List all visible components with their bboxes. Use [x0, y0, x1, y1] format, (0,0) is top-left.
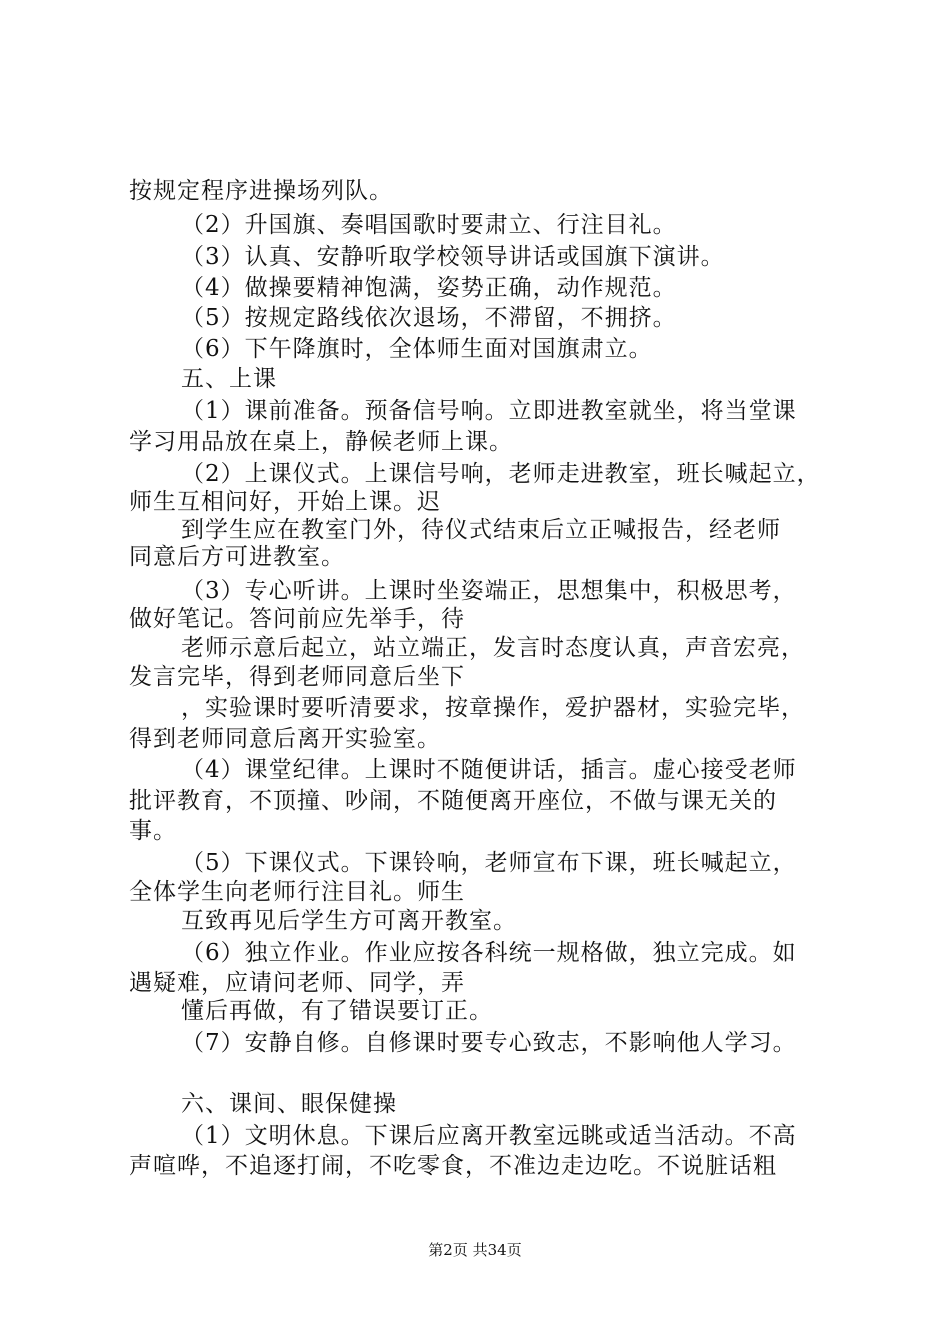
text-line: 事。	[129, 818, 177, 844]
text-line: 懂后再做，有了错误要订正。	[181, 998, 493, 1024]
text-line: 师生互相问好，开始上课。迟	[129, 489, 441, 515]
text-line: （6）独立作业。作业应按各科统一规格做，独立完成。如	[181, 940, 797, 966]
text-line: 遇疑难，应请问老师、同学，弄	[129, 970, 465, 996]
text-line: （2）升国旗、奏唱国歌时要肃立、行注目礼。	[181, 212, 677, 238]
text-line: 互致再见后学生方可离开教室。	[181, 908, 517, 934]
text-line: 按规定程序进操场列队。	[129, 178, 393, 204]
text-line: 发言完毕，得到老师同意后坐下	[129, 664, 465, 690]
text-line: （3）专心听讲。上课时坐姿端正，思想集中，积极思考，	[181, 578, 797, 604]
text-line: （7）安静自修。自修课时要专心致志，不影响他人学习。	[181, 1030, 797, 1056]
text-line: （5）下课仪式。下课铃响，老师宣布下课，班长喊起立，	[181, 850, 797, 876]
text-line: （6）下午降旗时，全体师生面对国旗肃立。	[181, 336, 653, 362]
section-heading: 六、课间、眼保健操	[181, 1091, 397, 1117]
page-footer: 第2页 共34页	[428, 1241, 522, 1259]
text-line: 到学生应在教室门外，待仪式结束后立正喊报告，经老师	[181, 517, 781, 543]
section-heading: 五、上课	[181, 366, 277, 392]
text-line: 全体学生向老师行注目礼。师生	[129, 879, 465, 905]
text-line: 老师示意后起立，站立端正，发言时态度认真，声音宏亮，	[181, 635, 805, 661]
text-line: （4）课堂纪律。上课时不随便讲话，插言。虚心接受老师	[181, 757, 797, 783]
text-line: （3）认真、安静听取学校领导讲话或国旗下演讲。	[181, 244, 725, 270]
text-line: 批评教育，不顶撞、吵闹，不随便离开座位，不做与课无关的	[129, 788, 777, 814]
text-line: （1）文明休息。下课后应离开教室远眺或适当活动。不高	[181, 1123, 797, 1149]
text-line: （1）课前准备。预备信号响。立即进教室就坐，将当堂课	[181, 398, 797, 424]
text-line: 做好笔记。答问前应先举手，待	[129, 606, 465, 632]
text-line: 声喧哗，不追逐打闹，不吃零食，不准边走边吃。不说脏话粗	[129, 1153, 777, 1179]
text-line: 得到老师同意后离开实验室。	[129, 726, 441, 752]
text-line: （4）做操要精神饱满，姿势正确，动作规范。	[181, 275, 677, 301]
text-line: （5）按规定路线依次退场，不滞留，不拥挤。	[181, 305, 677, 331]
text-line: 学习用品放在桌上，静候老师上课。	[129, 429, 513, 455]
text-line: ，实验课时要听清要求，按章操作，爱护器材，实验完毕，	[181, 695, 805, 721]
text-line: （2）上课仪式。上课信号响，老师走进教室，班长喊起立，	[181, 461, 821, 487]
text-line: 同意后方可进教室。	[129, 544, 345, 570]
